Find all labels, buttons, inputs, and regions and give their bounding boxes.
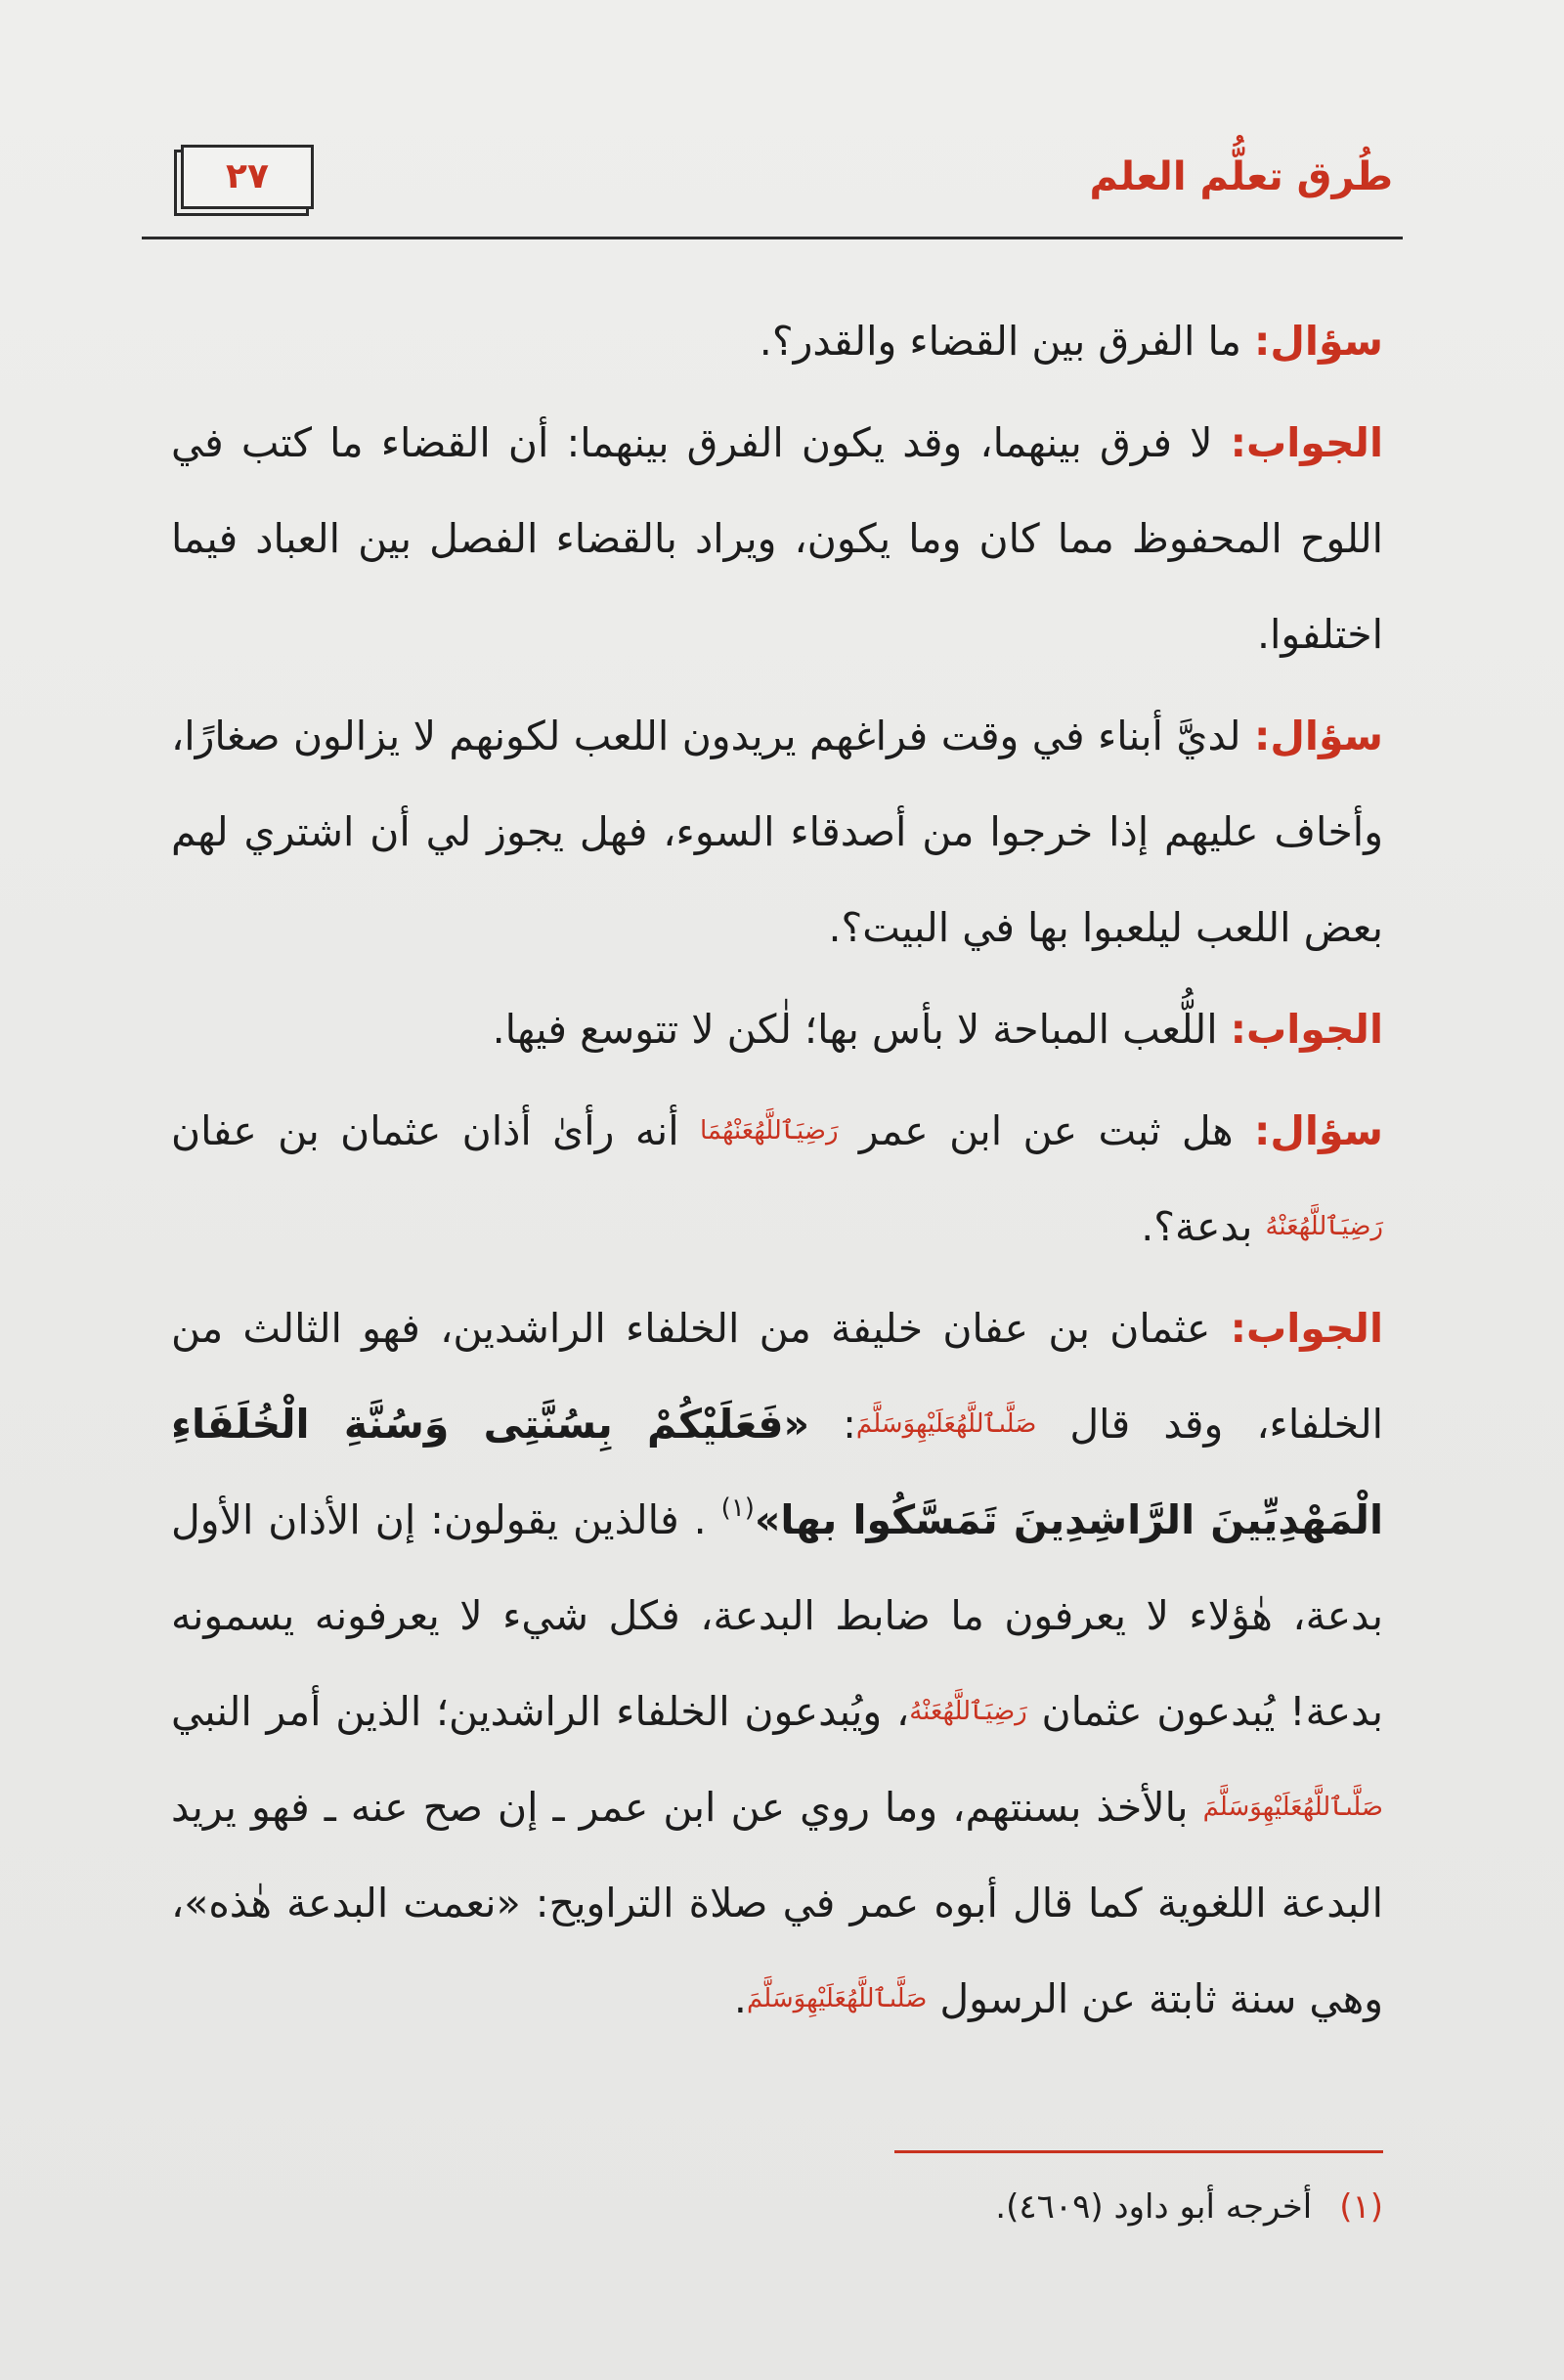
page-number: ٢٧ bbox=[181, 145, 314, 209]
answer-text: . bbox=[733, 1975, 747, 2022]
answer-paragraph bbox=[171, 981, 1383, 1077]
question-paragraph bbox=[171, 688, 1383, 975]
honorific-ligature: رَضِيَٱللَّهُعَنْهُ bbox=[1265, 1212, 1383, 1241]
footnote bbox=[995, 2178, 1383, 2236]
question-paragraph bbox=[171, 1083, 1383, 1275]
salawat-ligature: صَلَّىٱللَّهُعَلَيْهِوَسَلَّمَ bbox=[1202, 1793, 1383, 1822]
answer-paragraph bbox=[171, 395, 1383, 682]
question-label: سؤال: bbox=[1253, 713, 1383, 759]
salawat-ligature: صَلَّىٱللَّهُعَلَيْهِوَسَلَّمَ bbox=[855, 1409, 1037, 1439]
question-text: أنه رأىٰ أذان عثمان بن عفان bbox=[171, 1107, 700, 1154]
footnote-divider bbox=[894, 2150, 1383, 2153]
question-label: سؤال: bbox=[1253, 1107, 1383, 1154]
answer-text: بالأخذ بسنتهم، وما روي عن ابن عمر ـ إن صح عنه ـ فهو يريد البدعة اللغوية كما قال أبوه عمر في صلاة التراويح: «نعمت البدعة هٰذه»، وهي سنة ثابتة عن الرسول bbox=[171, 1784, 1383, 2022]
footnote-reference[interactable]: (١) bbox=[720, 1493, 755, 1523]
answer-text: : bbox=[808, 1401, 856, 1448]
question-text: لديَّ أبناء في وقت فراغهم يريدون اللعب لكونهم لا يزالون صغارًا، وأخاف عليهم إذا خرجوا من أصدقاء السوء، فهل يجوز لي أن اشتري لهم بعض اللعب ليلعبوا بها في البيت؟. bbox=[171, 713, 1383, 951]
answer-label: الجواب: bbox=[1230, 1305, 1383, 1352]
question-text: بدعة؟. bbox=[1141, 1203, 1266, 1250]
honorific-ligature: رَضِيَٱللَّهُعَنْهُ bbox=[909, 1697, 1027, 1726]
question-paragraph bbox=[171, 293, 1383, 389]
book-title: طُرق تعلُّم العلم bbox=[1089, 154, 1393, 199]
page-body bbox=[171, 293, 1383, 2047]
hadith-quote: «فَعَلَيْكُمْ بِسُنَّتِى وَسُنَّةِ الْخُلَفَاءِ الْمَهْدِيِّينَ الرَّاشِدِينَ تَمَسَّكُوا بها» bbox=[171, 1401, 1384, 1543]
answer-text: لا فرق بينهما، وقد يكون الفرق بينهما: أن القضاء ما كتب في اللوح المحفوظ مما كان وما يكون، ويراد بالقضاء الفصل بين العباد فيما اختلفوا. bbox=[171, 419, 1383, 658]
answer-text: ، ويُبدعون الخلفاء الراشدين؛ الذين أمر النبي bbox=[171, 1688, 910, 1735]
answer-label: الجواب: bbox=[1230, 1006, 1383, 1053]
footnote-text: أخرجه أبو داود (٤٦٠٩). bbox=[995, 2187, 1313, 2227]
answer-text: اللُّعب المباحة لا بأس بها؛ لٰكن لا تتوسع فيها. bbox=[492, 1006, 1231, 1053]
page-header bbox=[142, 127, 1403, 239]
question-text: هل ثبت عن ابن عمر bbox=[838, 1107, 1254, 1154]
answer-text: . فالذين يقولون: إن الأذان الأول بدعة، هٰؤلاء لا يعرفون ما ضابط البدعة، فكل شيء لا يعرفونه يسمونه بدعة! يُبدعون عثمان bbox=[171, 1496, 1383, 1735]
salawat-ligature: صَلَّىٱللَّهُعَلَيْهِوَسَلَّمَ bbox=[746, 1984, 928, 2013]
question-text: ما الفرق بين القضاء والقدر؟. bbox=[759, 318, 1254, 365]
honorific-ligature: رَضِيَٱللَّهُعَنْهُمَا bbox=[699, 1116, 839, 1146]
answer-label: الجواب: bbox=[1230, 419, 1383, 466]
footnote-number: (١) bbox=[1339, 2187, 1383, 2227]
answer-text: عثمان بن عفان خليفة من الخلفاء الراشدين، فهو الثالث من الخلفاء، وقد قال bbox=[171, 1305, 1383, 1448]
answer-paragraph bbox=[171, 1280, 1383, 2047]
question-label: سؤال: bbox=[1253, 318, 1383, 365]
